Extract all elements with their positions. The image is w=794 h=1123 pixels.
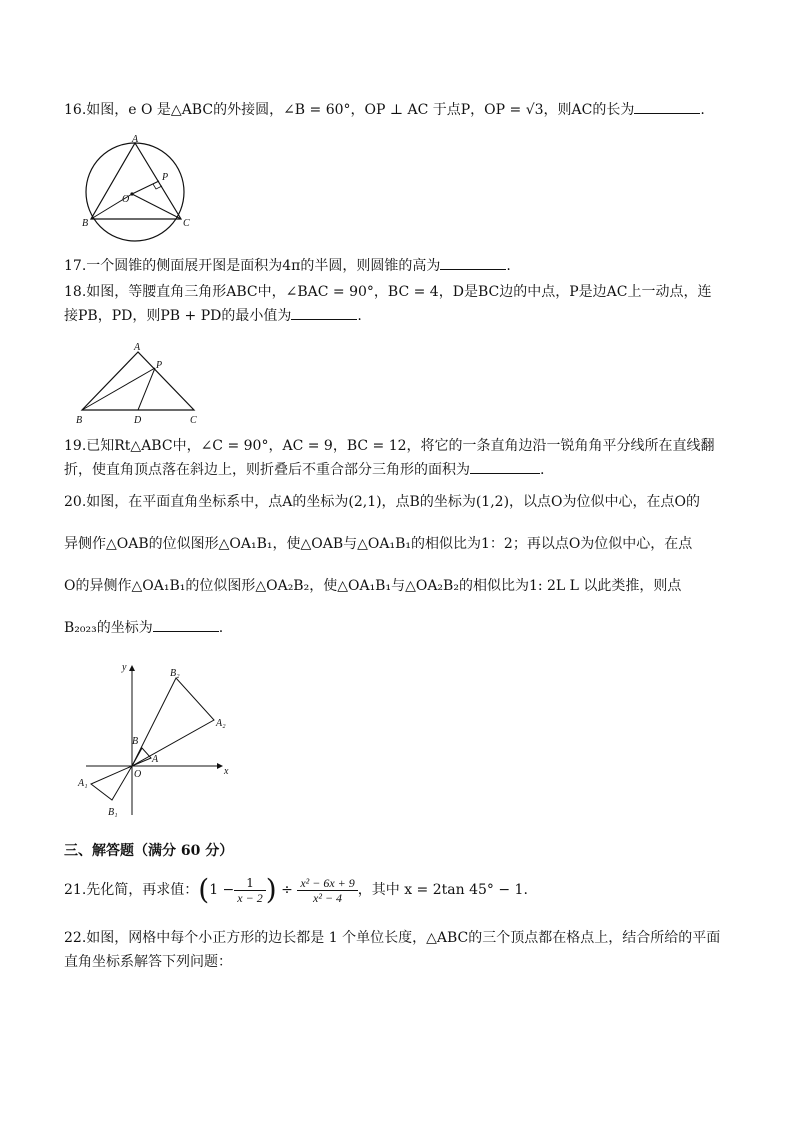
answer-blank — [470, 460, 540, 474]
triangle-abc — [82, 352, 194, 410]
label-p: P — [156, 360, 163, 371]
center-dot — [130, 192, 133, 195]
circumcircle — [86, 143, 184, 241]
figure-20-coordinate-plane — [72, 660, 242, 820]
question-18-text: 接PB，PD，则PB + PD的最小值为 — [64, 308, 292, 324]
left-paren: ( — [198, 873, 210, 906]
question-20-line-3: O的异侧作△OA₁B₁的位似图形△OA₂B₂，使△OA₁B₁与△OA₂B₂的相似比为1: 2L L 以此类推，则点 — [64, 578, 682, 594]
answer-blank — [153, 618, 219, 632]
term-one: 1 − — [209, 882, 235, 898]
question-19-text: 折，使直角顶点落在斜边上，则折叠后不重合部分三角形的面积为 — [64, 462, 470, 478]
label-c: C — [183, 218, 190, 229]
question-17 — [64, 256, 511, 276]
question-21-prefix: 21.先化简，再求值： — [64, 882, 199, 898]
question-20-text: B₂₀₂₃的坐标为 — [64, 620, 153, 636]
label-a1: A₁ — [78, 778, 88, 789]
question-20-line-4 — [64, 618, 223, 638]
label-a2: A₂ — [216, 718, 226, 729]
question-16 — [64, 100, 705, 120]
label-b1: B₁ — [108, 807, 118, 818]
question-22-line-2: 直角坐标系解答下列问题： — [64, 954, 232, 970]
label-a: A — [152, 754, 159, 765]
question-20-line-2: 异侧作△OAB的位似图形△OA₁B₁，使△OAB与△OA₁B₁的相似比为1：2；再以点O为位似中心，在点 — [64, 536, 693, 552]
answer-blank — [291, 306, 357, 320]
label-b: B — [76, 415, 83, 426]
period: . — [506, 258, 511, 274]
triangle-oa2b2 — [132, 678, 214, 766]
label-d: D — [134, 415, 142, 426]
label-o: O — [134, 769, 142, 780]
answer-blank — [634, 100, 700, 114]
question-19-line-2 — [64, 460, 544, 480]
segment-pd — [138, 368, 155, 410]
question-21-suffix: ，其中 x = 2tan 45° − 1. — [357, 882, 528, 898]
question-16-text: 16.如图，e O 是△ABC的外接圆，∠B = 60°，OP ⊥ AC 于点P，OP = √3，则AC的长为 — [64, 102, 635, 118]
figure-18-isosceles-triangle — [72, 340, 202, 430]
answer-blank — [440, 256, 506, 270]
period: . — [357, 308, 362, 324]
right-paren: ) — [265, 873, 277, 906]
label-c: C — [190, 415, 197, 426]
fraction-1: $\frac{1}{x - 2}$ — [234, 876, 265, 905]
segment-pb — [82, 368, 155, 410]
label-b2: B₂ — [170, 668, 180, 679]
period: . — [700, 102, 705, 118]
period: . — [540, 462, 545, 478]
label-x: x — [224, 766, 229, 777]
label-y: y — [122, 662, 127, 673]
question-17-text: 17.一个圆锥的侧面展开图是面积为4π的半圆，则圆锥的高为 — [64, 258, 441, 274]
label-o: O — [122, 194, 130, 205]
section-heading: 三、解答题（满分 60 分） — [64, 843, 234, 859]
label-a: A — [132, 134, 139, 145]
divide-sign: ÷ — [281, 882, 293, 898]
question-20-line-1: 20.如图，在平面直角坐标系中，点A的坐标为(2,1)，点B的坐标为(1,2)，以点O为位似中心，在点O的 — [64, 494, 700, 510]
period: . — [218, 620, 224, 636]
label-p: P — [162, 172, 169, 183]
label-b: B — [82, 218, 89, 229]
question-18-line-2 — [64, 306, 362, 326]
question-21 — [64, 872, 528, 908]
label-a: A — [134, 342, 141, 353]
triangle-oa1b1 — [91, 766, 132, 800]
question-22-line-1: 22.如图，网格中每个小正方形的边长都是 1 个单位长度，△ABC的三个顶点都在格点上，结合所给的平面 — [64, 930, 721, 946]
figure-16-circle-triangle — [80, 136, 200, 236]
fraction-2: $\frac{\text{x² − 6x + 9}}{\text{x² − 4}}$ — [297, 876, 357, 905]
question-18-line-1: 18.如图，等腰直角三角形ABC中，∠BAC = 90°，BC = 4，D是BC边的中点，P是边AC上一动点，连 — [64, 284, 712, 300]
question-19-line-1: 19.已知Rt△ABC中，∠C = 90°，AC = 9，BC = 12，将它的一条直角边沿一锐角角平分线所在直线翻 — [64, 438, 715, 454]
label-b: B — [132, 736, 139, 747]
